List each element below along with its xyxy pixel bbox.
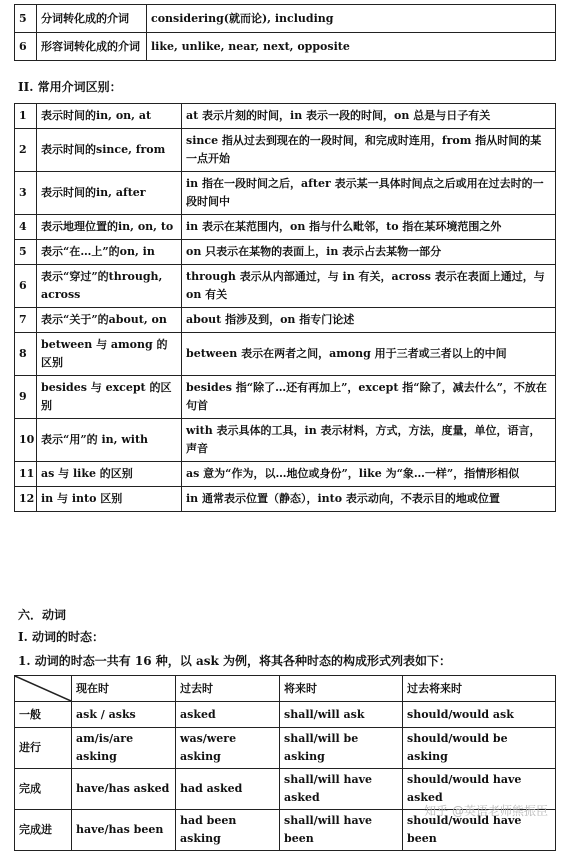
row-explanation: in 表示在某范围内，on 指与什么毗邻，to 指在某环境范围之外 bbox=[182, 215, 556, 240]
row-topic: besides 与 except 的区别 bbox=[37, 376, 182, 419]
section-i-heading: I. 动词的时态： bbox=[18, 630, 104, 644]
table-row bbox=[15, 215, 556, 240]
tense-cell: shall/will be asking bbox=[280, 728, 403, 769]
table-row bbox=[15, 333, 556, 376]
row-explanation: about 指涉及到，on 指专门论述 bbox=[182, 308, 556, 333]
row-label: 一般 bbox=[15, 702, 72, 728]
diagonal-header-cell bbox=[15, 676, 72, 702]
table-row bbox=[15, 419, 556, 462]
row-category: 形容词转化成的介词 bbox=[37, 33, 147, 61]
row-number: 10 bbox=[15, 419, 37, 462]
row-explanation: since 指从过去到现在的一段时间，和完成时连用，from 指从时间的某一点开始 bbox=[182, 129, 556, 172]
tense-intro: 1. 动词的时态一共有 16 种，以 ask 为例，将其各种时态的构成形式列表如下： bbox=[18, 654, 451, 668]
table-row bbox=[15, 33, 556, 61]
row-number: 8 bbox=[15, 333, 37, 376]
row-topic: 表示地理位置的in, on, to bbox=[37, 215, 182, 240]
row-explanation: in 通常表示位置（静态），into 表示动向，不表示目的地或位置 bbox=[182, 487, 556, 512]
table-row bbox=[15, 462, 556, 487]
tense-cell: ask / asks bbox=[72, 702, 176, 728]
tense-cell: had asked bbox=[176, 769, 280, 810]
tense-cell: have/has been bbox=[72, 810, 176, 851]
row-explanation: through 表示从内部通过，与 in 有关，across 表示在表面上通过，与 on 有关 bbox=[182, 265, 556, 308]
preposition-types-table bbox=[14, 4, 556, 61]
tense-cell: asked bbox=[176, 702, 280, 728]
table-row bbox=[15, 129, 556, 172]
table-row bbox=[15, 240, 556, 265]
row-number: 1 bbox=[15, 104, 37, 129]
tense-cell: should/would have been bbox=[403, 810, 556, 851]
table-row bbox=[15, 172, 556, 215]
row-explanation: in 指在一段时间之后，after 表示某一具体时间点之后或用在过去时的一段时间中 bbox=[182, 172, 556, 215]
row-label: 完成 bbox=[15, 769, 72, 810]
row-number: 7 bbox=[15, 308, 37, 333]
row-number: 4 bbox=[15, 215, 37, 240]
header-past: 过去时 bbox=[176, 676, 280, 702]
row-number: 5 bbox=[15, 5, 37, 33]
row-topic: 表示时间的in, on, at bbox=[37, 104, 182, 129]
row-topic: 表示时间的in, after bbox=[37, 172, 182, 215]
tense-cell: shall/will have asked bbox=[280, 769, 403, 810]
row-topic: in 与 into 区别 bbox=[37, 487, 182, 512]
tense-cell: was/were asking bbox=[176, 728, 280, 769]
table-row bbox=[15, 487, 556, 512]
section-six-heading: 六．动词 bbox=[18, 608, 67, 622]
table-row bbox=[15, 265, 556, 308]
row-label: 完成进 bbox=[15, 810, 72, 851]
row-number: 3 bbox=[15, 172, 37, 215]
row-category: 分词转化成的介词 bbox=[37, 5, 147, 33]
row-topic: 表示“用”的 in, with bbox=[37, 419, 182, 462]
row-number: 6 bbox=[15, 265, 37, 308]
row-topic: 表示“穿过”的through, across bbox=[37, 265, 182, 308]
tense-cell: should/would be asking bbox=[403, 728, 556, 769]
row-examples: like, unlike, near, next, opposite bbox=[147, 33, 556, 61]
table-row bbox=[15, 728, 556, 769]
tense-cell: shall/will have been bbox=[280, 810, 403, 851]
row-topic: 表示时间的since, from bbox=[37, 129, 182, 172]
row-explanation: on 只表示在某物的表面上，in 表示占去某物一部分 bbox=[182, 240, 556, 265]
row-number: 12 bbox=[15, 487, 37, 512]
tense-cell: should/would ask bbox=[403, 702, 556, 728]
watermark: 知乎 @英语老师熊振臣 bbox=[424, 804, 548, 818]
tense-cell: should/would have asked bbox=[403, 769, 556, 810]
row-topic: 表示“在…上”的on, in bbox=[37, 240, 182, 265]
header-future: 将来时 bbox=[280, 676, 403, 702]
section-ii-heading: II. 常用介词区别： bbox=[18, 80, 122, 94]
row-label: 进行 bbox=[15, 728, 72, 769]
row-topic: as 与 like 的区别 bbox=[37, 462, 182, 487]
row-number: 6 bbox=[15, 33, 37, 61]
row-explanation: as 意为“作为，以…地位或身份”，like 为“象…一样”，指情形相似 bbox=[182, 462, 556, 487]
table-row bbox=[15, 104, 556, 129]
table-row bbox=[15, 5, 556, 33]
header-past-future: 过去将来时 bbox=[403, 676, 556, 702]
table-row bbox=[15, 376, 556, 419]
header-present: 现在时 bbox=[72, 676, 176, 702]
table-row bbox=[15, 702, 556, 728]
row-explanation: with 表示具体的工具，in 表示材料，方式，方法，度量，单位，语言，声音 bbox=[182, 419, 556, 462]
row-explanation: besides 指“除了…还有再加上”，except 指“除了，减去什么”，不放在句首 bbox=[182, 376, 556, 419]
row-number: 5 bbox=[15, 240, 37, 265]
table-row bbox=[15, 308, 556, 333]
row-topic: between 与 among 的区别 bbox=[37, 333, 182, 376]
tense-cell: had been asking bbox=[176, 810, 280, 851]
row-topic: 表示“关于”的about, on bbox=[37, 308, 182, 333]
row-number: 11 bbox=[15, 462, 37, 487]
row-number: 9 bbox=[15, 376, 37, 419]
row-number: 2 bbox=[15, 129, 37, 172]
row-explanation: between 表示在两者之间，among 用于三者或三者以上的中间 bbox=[182, 333, 556, 376]
tense-header-row bbox=[15, 676, 556, 702]
tense-cell: am/is/are asking bbox=[72, 728, 176, 769]
row-examples: considering(就而论), including bbox=[147, 5, 556, 33]
preposition-differences-table bbox=[14, 103, 556, 512]
row-explanation: at 表示片刻的时间，in 表示一段的时间，on 总是与日子有关 bbox=[182, 104, 556, 129]
tense-cell: have/has asked bbox=[72, 769, 176, 810]
tense-cell: shall/will ask bbox=[280, 702, 403, 728]
